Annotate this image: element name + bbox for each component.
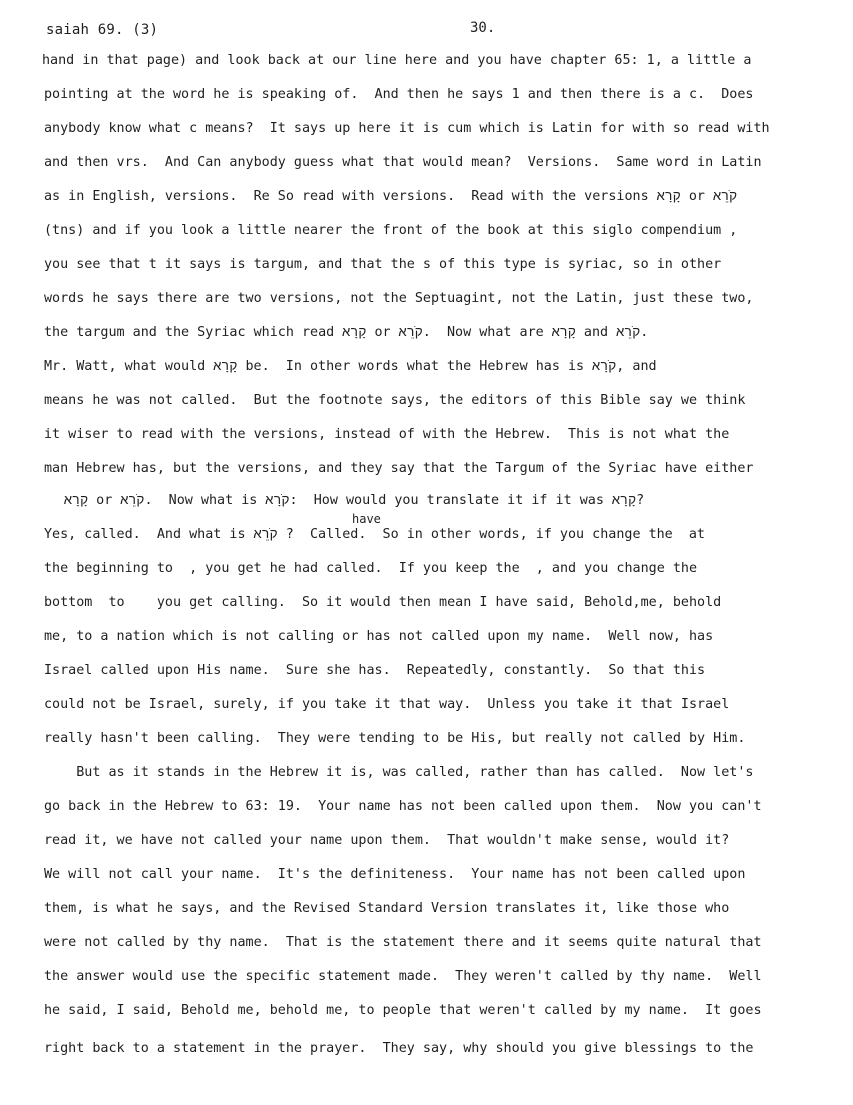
text-line: the beginning to , you get he had called. If you keep the , and you change the — [44, 561, 698, 576]
text-line: But as it stands in the Hebrew it is, was called, rather than has called. Now let's — [44, 765, 754, 780]
text-line: right back to a statement in the prayer. They say, why should you give blessings to the — [44, 1041, 754, 1056]
text-line: means he was not called. But the footnote says, the editors of this Bible say we think — [44, 393, 746, 408]
handwritten-insertion: have — [352, 512, 381, 526]
text-line: We will not call your name. It's the definiteness. Your name has not been called upon — [44, 867, 746, 882]
page-header-title: saiah 69. (3) — [46, 22, 159, 38]
text-line: read it, we have not called your name upon them. That wouldn't make sense, would it? — [44, 833, 730, 848]
text-line: them, is what he says, and the Revised Standard Version translates it, like those who — [44, 901, 730, 916]
text-line: he said, I said, Behold me, behold me, to people that weren't called by my name. It goes — [44, 1003, 762, 1018]
text-line: as in English, versions. Re So read with versions. Read with the versions קָרָא or קֹרֵא — [44, 189, 738, 204]
text-line: Mr. Watt, what would קָרָא be. In other words what the Hebrew has is קֹרָא, and — [44, 359, 657, 374]
text-line: words he says there are two versions, not the Septuagint, not the Latin, just these two, — [44, 291, 754, 306]
text-line: could not be Israel, surely, if you take it that way. Unless you take it that Israel — [44, 697, 730, 712]
text-line: קָרָא or קֹרֵא. Now what is קֹרָא: How would you translate it if it was קָרָא? — [64, 493, 645, 508]
text-line: you see that t it says is targum, and that the s of this type is syriac, so in other — [44, 257, 722, 272]
text-line: man Hebrew has, but the versions, and they say that the Targum of the Syriac have either — [44, 461, 754, 476]
page-number: 30. — [470, 20, 496, 36]
text-line: pointing at the word he is speaking of. And then he says 1 and then there is a c. Does — [44, 87, 754, 102]
text-line: it wiser to read with the versions, instead of with the Hebrew. This is not what the — [44, 427, 730, 442]
text-line: bottom to you get calling. So it would then mean I have said, Behold,me, behold — [44, 595, 722, 610]
text-line: anybody know what c means? It says up here it is cum which is Latin for with so read with — [44, 121, 770, 136]
text-line: the answer would use the specific statement made. They weren't called by thy name. Well — [44, 969, 762, 984]
text-line: Yes, called. And what is קֹרֵא ? Called. So in other words, if you change the at — [44, 527, 705, 542]
text-line: the targum and the Syriac which read קָרָא or קֹרֵא. Now what are קָרָא and קֹרֵא. — [44, 325, 649, 340]
text-line: and then vrs. And Can anybody guess what that would mean? Versions. Same word in Latin — [44, 155, 762, 170]
text-line: me, to a nation which is not calling or has not called upon my name. Well now, has — [44, 629, 714, 644]
text-line: really hasn't been calling. They were tending to be His, but really not called by Him. — [44, 731, 746, 746]
text-line: were not called by thy name. That is the statement there and it seems quite natural that — [44, 935, 762, 950]
text-line: (tns) and if you look a little nearer the front of the book at this siglo compendium , — [44, 223, 738, 238]
text-line: go back in the Hebrew to 63: 19. Your name has not been called upon them. Now you can't — [44, 799, 762, 814]
text-line: Israel called upon His name. Sure she has. Repeatedly, constantly. So that this — [44, 663, 706, 678]
text-line: hand in that page) and look back at our line here and you have chapter 65: 1, a little a — [42, 53, 752, 68]
